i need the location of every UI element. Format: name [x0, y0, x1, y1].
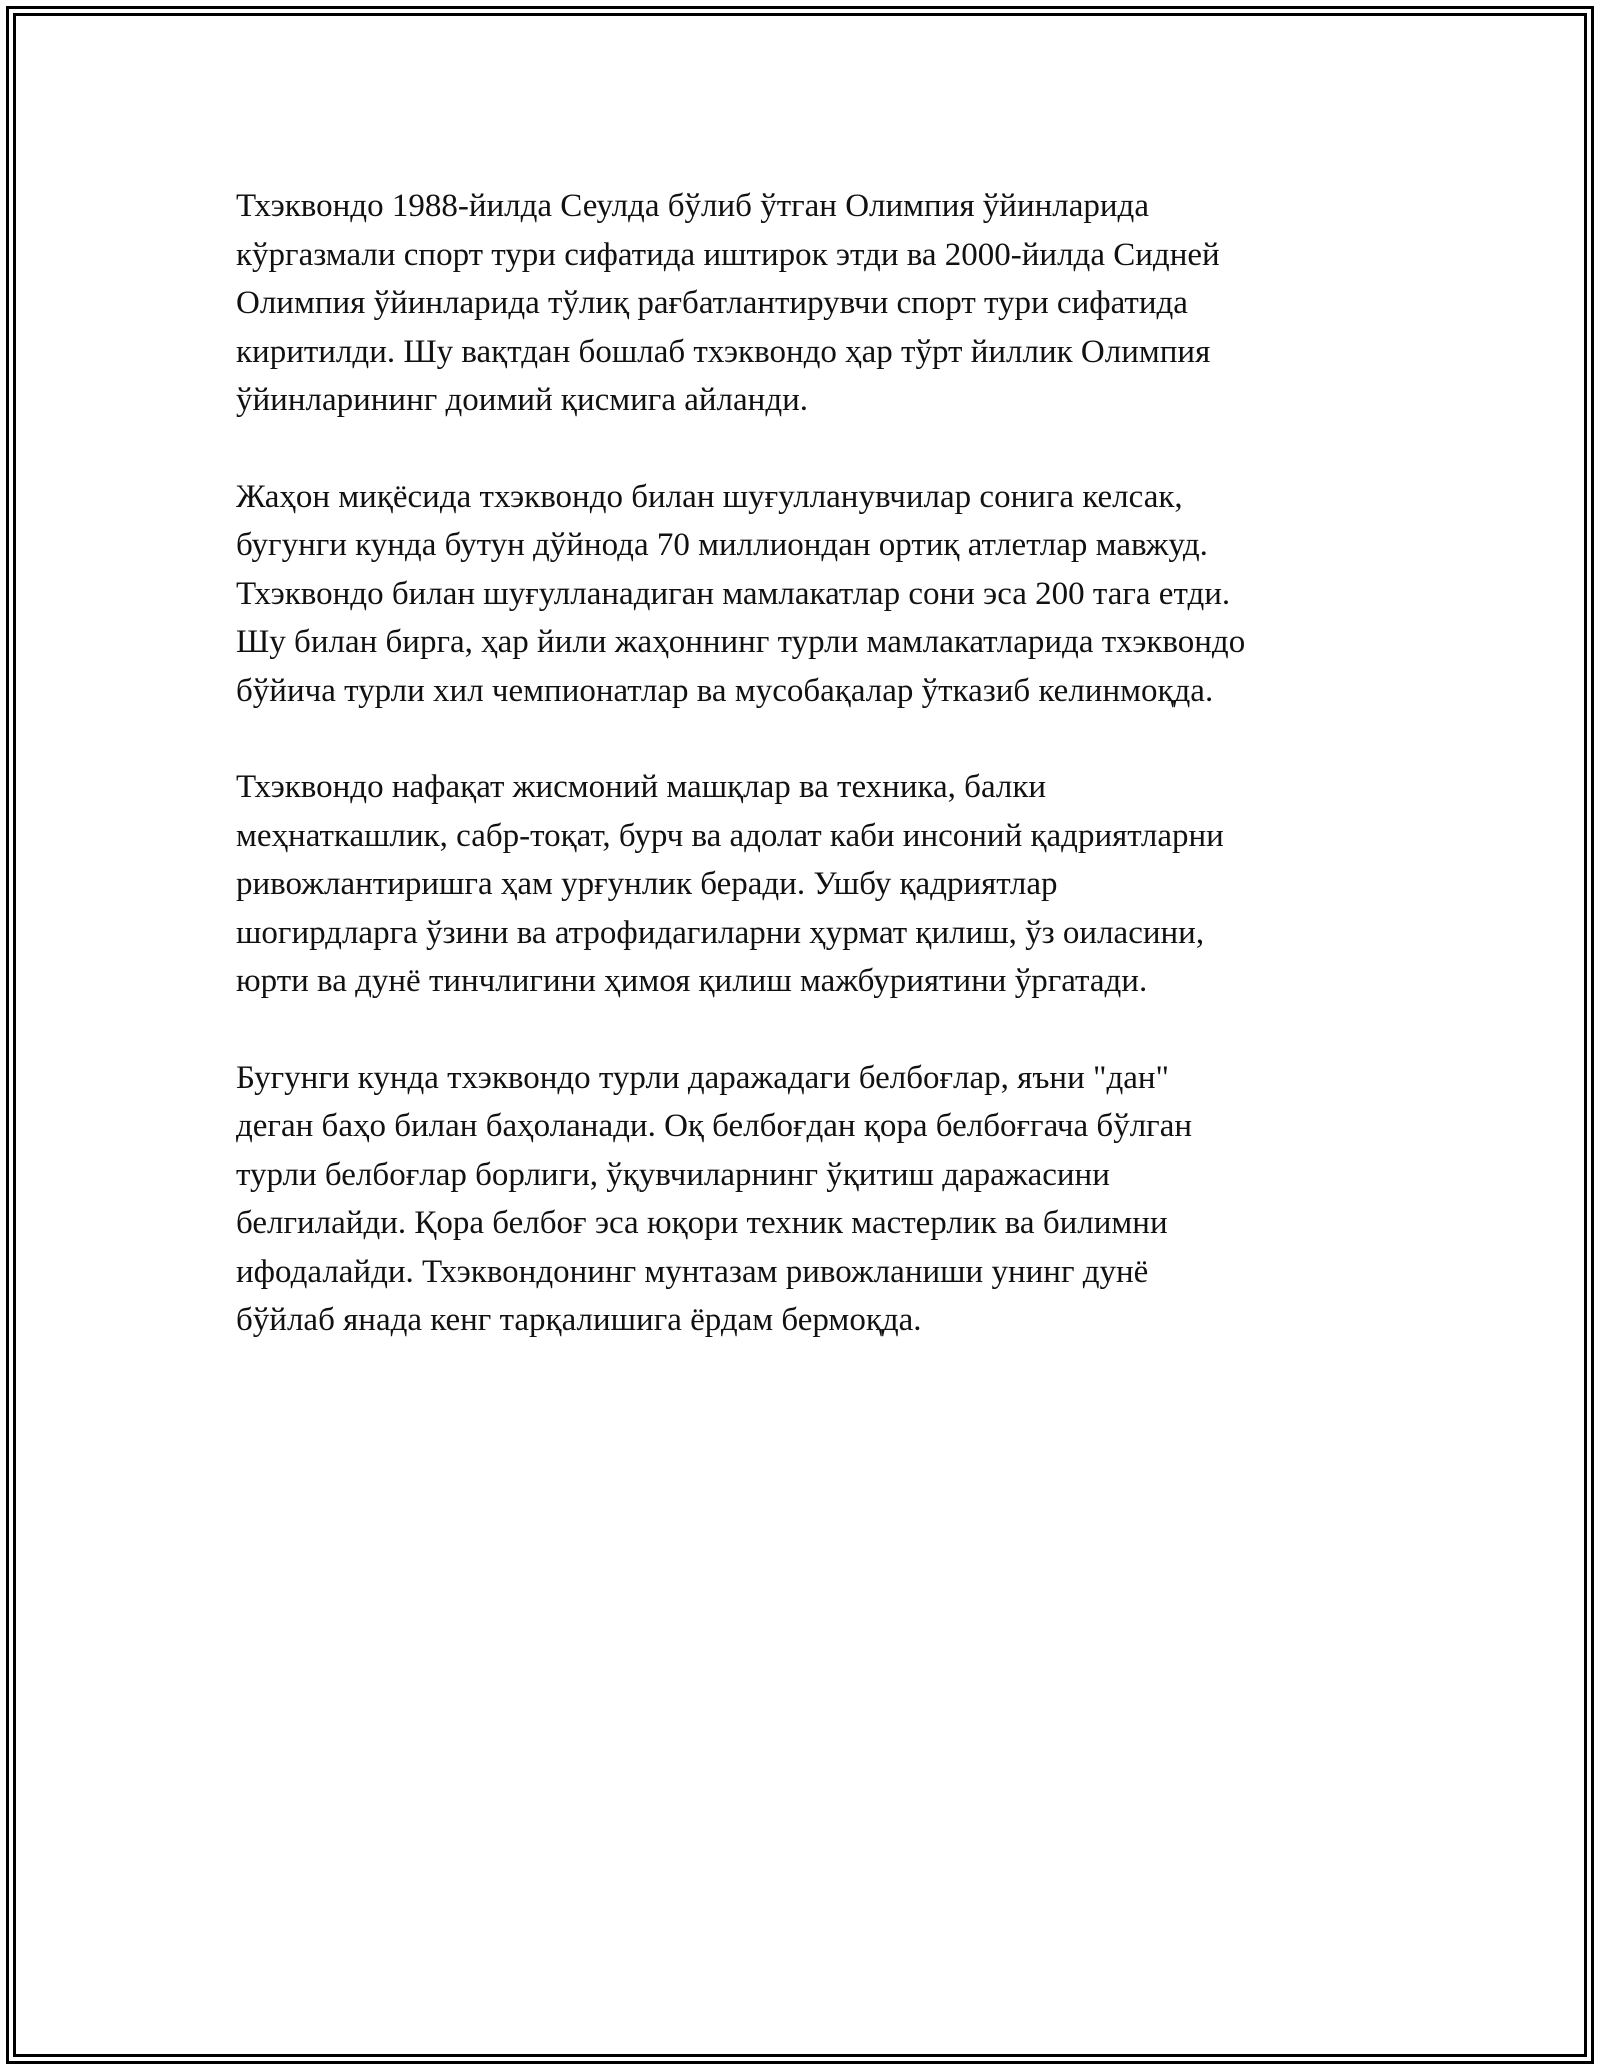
text-line: юрти ва дунё тинчлигини ҳимоя қилиш мажбуриятини ўргатади. — [236, 963, 1148, 999]
paragraph-1 — [236, 182, 1386, 425]
text-line: деган баҳо билан баҳоланади. Оқ белбоғдан қора белбоғгача бўлган — [236, 1108, 1193, 1144]
text-line: бугунги кунда бутун дўйнода 70 миллиондан ортиқ атлетлар мавжуд. — [236, 527, 1208, 563]
text-line: ўйинларининг доимий қисмига айланди. — [236, 382, 809, 418]
text-line: меҳнаткашлик, сабр-тоқат, бурч ва адолат каби инсоний қадриятларни — [236, 817, 1224, 854]
text-line: Олимпия ўйинларида тўлиқ рағбатлантирувчи спорт тури сифатида — [236, 285, 1188, 321]
text-line: Жаҳон миқёсида тхэквондо билан шуғулланувчилар сонига келсак, — [236, 478, 1183, 515]
text-line: шогирдларга ўзини ва атрофидагиларни ҳурмат қилиш, ўз оиласини, — [236, 914, 1205, 951]
text-line: Тхэквондо билан шуғулланадиган мамлакатлар сони эса 200 тага етди. — [236, 575, 1231, 612]
paragraph-2 — [236, 473, 1386, 716]
text-line: ифодалайди. Тхэквондонинг мунтазам ривожланиши унинг дунё — [236, 1253, 1149, 1290]
paragraph-4 — [236, 1054, 1386, 1345]
text-line: Тхэквондо 1988-йилда Сеулда бўлиб ўтган Олимпия ўйинларида — [236, 188, 1149, 224]
text-line: ривожлантиришга ҳам урғунлик беради. Ушбу қадриятлар — [236, 866, 1058, 902]
text-line: киритилди. Шу вақтдан бошлаб тхэквондо ҳар тўрт йиллик Олимпия — [236, 333, 1211, 370]
paragraph-3 — [236, 763, 1386, 1006]
document-body — [236, 182, 1386, 1393]
text-line: бўйича турли хил чемпионатлар ва мусобақалар ўтказиб келинмоқда. — [236, 672, 1214, 709]
text-line: Шу билан бирга, ҳар йили жаҳоннинг турли мамлакатларида тхэквондо — [236, 624, 1246, 660]
text-line: кўргазмали спорт тури сифатида иштирок этди ва 2000-йилда Сидней — [236, 236, 1220, 273]
text-line: бўйлаб янада кенг тарқалишига ёрдам бермоқда. — [236, 1302, 922, 1338]
text-line: турли белбоғлар борлиги, ўқувчиларнинг ўқитиш даражасини — [236, 1156, 1110, 1193]
text-line: Тхэквондо нафақат жисмоний машқлар ва техника, балки — [236, 769, 1047, 805]
text-line: белгилайди. Қора белбоғ эса юқори техник мастерлик ва билимни — [236, 1205, 1168, 1241]
text-line: Бугунги кунда тхэквондо турли даражадаги белбоғлар, яъни "дан" — [236, 1059, 1170, 1096]
